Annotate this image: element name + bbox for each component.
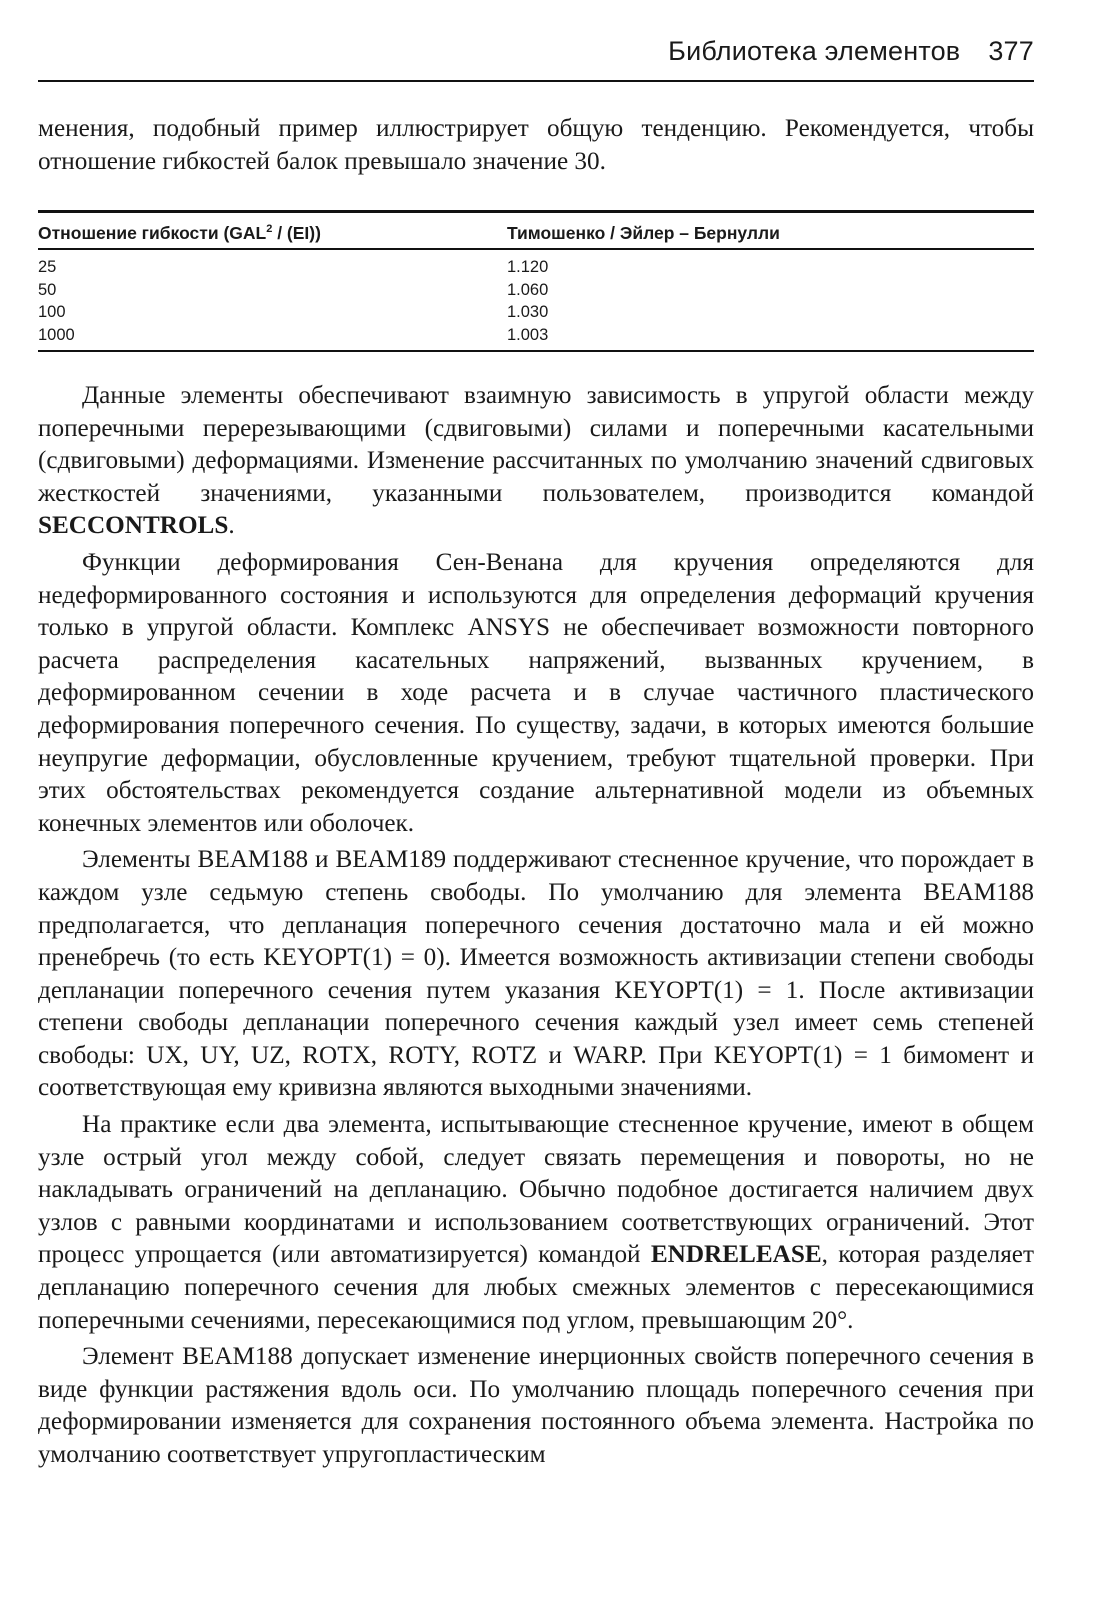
table-cell-value: 1.003 [507, 325, 549, 344]
data-table [38, 210, 1034, 352]
paragraph-endrelease [38, 1109, 1034, 1337]
table-row [38, 279, 1034, 302]
table-cell-ratio: 100 [38, 303, 66, 321]
paragraph-shear [38, 380, 1034, 543]
paragraph-shear-text: Данные элементы обеспечивают взаимную зависимость в упругой области между поперечными перерезывающими (сдвиговыми) силами и поперечными касательными (сдвиговыми) деформациями. Изменение рассчитанных по умолчанию значений сдвиговых жесткостей значениями, указанными пользователем, производится командой [38, 382, 1034, 507]
paragraph-shear-end: . [228, 512, 235, 540]
table-header-row [38, 212, 1034, 250]
paragraph-endrelease-text: На практике если два элемента, испытывающие стесненное кручение, имеют в общем узле острый угол между собой, следует связать перемещения и повороты, но не накладывать ограничений на депланацию. Обычно подобное достигается наличием двух узлов с равными координатами и использованием соответствующих ограничений. Этот процесс упрощается (или автоматизируется) командой [38, 1111, 1034, 1269]
table-row [38, 301, 1034, 324]
paragraph-inertia: Элемент BEAM188 допускает изменение инерционных свойств поперечного сечения в виде функции растяжения вдоль оси. По умолчанию площадь поперечного сечения при деформировании изменяется для сохранения постоянного объема элемента. Настройка по умолчанию соответствует упругопластическим [38, 1343, 1034, 1468]
header-rule [38, 80, 1034, 82]
table-row [38, 324, 1034, 352]
table-cell-value: 1.030 [507, 303, 549, 321]
running-header [38, 36, 1034, 82]
command-seccontrols: SECCONTROLS [38, 512, 229, 540]
table-cell-ratio: 25 [38, 258, 57, 276]
table-header-ratio: Отношение гибкости (GAL$^2$ / (EI)) [38, 212, 507, 250]
table-header-timoshenko: Тимошенко / Эйлер – Бернулли [507, 212, 1034, 250]
flexibility-table [38, 210, 1034, 352]
table-cell-value: 1.060 [507, 280, 549, 299]
header-title: Библиотека элементов [668, 36, 961, 66]
table-row [38, 249, 1034, 279]
table-cell-value: 1.120 [507, 258, 549, 276]
command-endrelease: ENDRELEASE [650, 1241, 822, 1269]
intro-text: менения, подобный пример иллюстрирует общую тенденцию. Рекомендуется, чтобы отношение гибкостей балок превышало значение 30. [38, 115, 1034, 175]
paragraph-endrelease-end: , которая разделяет депланацию поперечного сечения для любых смежных элементов с пересекающимися поперечными сечениями, пересекающимися под углом, превышающим 20°. [38, 1241, 1034, 1334]
body-text [38, 380, 1034, 1472]
paragraph-warping: Элементы BEAM188 и BEAM189 поддерживают стесненное кручение, что порождает в каждом узле седьмую степень свободы. По умолчанию для элемента BEAM188 предполагается, что депланация поперечного сечения достаточно мала и ей можно пренебречь (то есть KEYOPT(1) = 0). Имеется возможность активизации степени свободы депланации поперечного сечения путем указания KEYOPT(1) = 1. После активизации степени свободы депланации поперечного сечения каждый узел имеет семь степеней свободы: UX, UY, UZ, ROTX, ROTY, ROTZ и WARP. При KEYOPT(1) = 1 бимомент и соответствующая ему кривизна являются выходными значениями. [38, 846, 1034, 1102]
page-number: 377 [988, 36, 1034, 66]
table-cell-ratio: 50 [38, 280, 57, 299]
intro-paragraph [38, 112, 1034, 178]
paragraph-saint-venant: Функции деформирования Сен-Венана для кручения определяются для недеформированного состояния и используются для определения деформаций кручения только в упругой области. Комплекс ANSYS не обеспечивает возможности повторного расчета распределения касательных напряжений, вызванных кручением, в деформированном сечении в ходе расчета и в случае частичного пластического деформирования поперечного сечения. По существу, задачи, в которых имеются большие неупругие деформации, обусловленные кручением, требуют тщательной проверки. При этих обстоятельствах рекомендуется создание альтернативной модели из объемных конечных элементов или оболочек. [38, 548, 1034, 837]
table-cell-ratio: 1000 [38, 325, 75, 344]
